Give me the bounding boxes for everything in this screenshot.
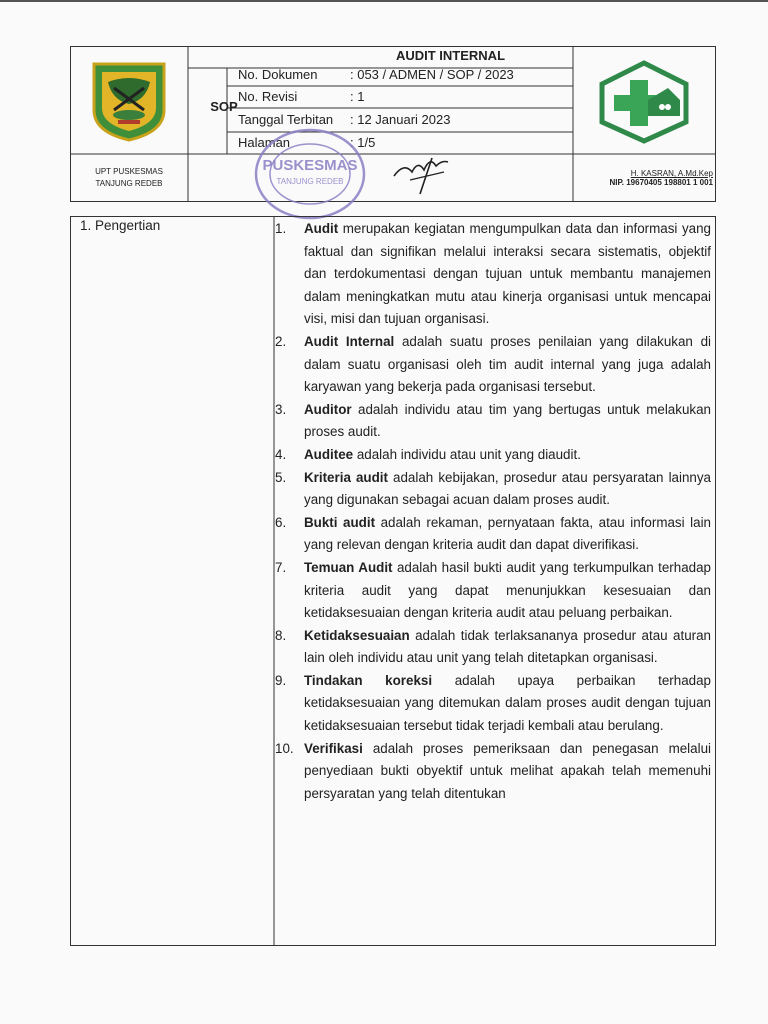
- stamp-text-sub: TANJUNG REDEB: [276, 177, 344, 186]
- field-value-tanggal: : 12 Januari 2023: [350, 112, 451, 127]
- definition-text: adalah suatu proses penilaian yang dilakukan di dalam suatu organisasi oleh tim audit internal yang juga adalah karyawan yang bekerja pada organisasi tersebut.: [304, 333, 711, 395]
- official-stamp-icon: [250, 126, 370, 222]
- definitions-list: [275, 218, 711, 805]
- definition-term: Auditee: [304, 446, 354, 462]
- definition-text: merupakan kegiatan mengumpulkan data dan informasi yang faktual dan signifikan melalui interaksi secara sistematis, objektif dan terdokumentasi dengan tujuan untuk membantu manajemen dalam meningkatkan mutu atau kinerja organisasi untuk mencapai visi, misi dan tujuan organisasi.: [304, 221, 711, 327]
- definition-item: [275, 444, 711, 467]
- definition-number: 2.: [275, 333, 287, 349]
- definition-text: adalah tidak terlaksananya prosedur atau aturan lain oleh individu atau unit yang telah ditetapkan organisasi.: [304, 627, 711, 666]
- definition-text: adalah proses pemeriksaan dan penegasan melalui penyediaan bukti obyektif untuk melihat apakah telah memenuhi persyaratan yang telah ditentukan: [304, 740, 711, 801]
- sop-header-table: [70, 46, 716, 202]
- definition-number: 1.: [275, 221, 287, 236]
- regency-emblem-icon: [90, 60, 168, 142]
- signer-block: [575, 169, 713, 187]
- definition-item: [275, 738, 711, 806]
- definition-term: Auditor: [304, 401, 352, 417]
- definition-number: 5.: [275, 469, 287, 485]
- document-title: AUDIT INTERNAL: [395, 48, 506, 63]
- definition-item: [275, 399, 711, 444]
- definition-item: [275, 625, 711, 670]
- definition-term: Temuan Audit: [304, 559, 393, 575]
- top-edge-line: [0, 0, 768, 2]
- field-label-tanggal: Tanggal Terbitan: [238, 112, 334, 127]
- section-table: [70, 216, 716, 946]
- field-label-halaman: Halaman: [238, 135, 291, 150]
- definition-number: 6.: [275, 514, 287, 530]
- unit-name-line1: UPT PUSKESMAS: [95, 167, 163, 176]
- definition-term: Verifikasi: [304, 740, 363, 756]
- definition-text: adalah individu atau tim yang bertugas untuk melakukan proses audit.: [304, 401, 711, 440]
- definition-term: Audit Internal: [304, 333, 395, 349]
- signer-nip: NIP. 19670405 198801 1 001: [609, 178, 713, 187]
- definition-term: Tindakan koreksi: [304, 672, 433, 688]
- puskesmas-logo-icon: [598, 60, 690, 144]
- definition-item: [275, 467, 711, 512]
- stamp-text-main: PUSKESMAS: [262, 157, 358, 174]
- definition-number: 4.: [275, 446, 287, 462]
- field-label-no-revisi: No. Revisi: [238, 89, 298, 104]
- definition-text: adalah kebijakan, prosedur atau persyaratan lainnya yang digunakan sebagai acuan dalam proses audit.: [304, 469, 711, 508]
- section-label: 1. Pengertian: [80, 218, 161, 233]
- definition-item: [275, 512, 711, 557]
- definition-item: [275, 218, 711, 331]
- field-value-no-dokumen: : 053 / ADMEN / SOP / 2023: [350, 67, 514, 82]
- definition-item: [275, 557, 711, 625]
- definition-number: 9.: [275, 672, 287, 688]
- definition-item: [275, 670, 711, 738]
- field-value-no-revisi: : 1: [350, 89, 365, 104]
- definition-term: Kriteria audit: [304, 469, 388, 485]
- definition-number: 3.: [275, 401, 287, 417]
- sop-label: SOP: [210, 99, 238, 114]
- unit-name-line2: TANJUNG REDEB: [95, 179, 163, 188]
- signature-icon: [390, 152, 450, 196]
- definition-text: adalah upaya perbaikan terhadap ketidaksesuaian yang ditemukan dalam proses audit dengan tujuan ketidaksesuaian tersebut tidak terjadi kembali atau berulang.: [304, 672, 711, 734]
- field-value-halaman: : 1/5: [350, 135, 376, 150]
- definition-term: Bukti audit: [304, 514, 376, 530]
- definition-number: 7.: [275, 559, 287, 575]
- definition-number: 10.: [275, 740, 294, 756]
- unit-name: [72, 166, 186, 190]
- definition-term: Ketidaksesuaian: [304, 627, 410, 643]
- definition-text: adalah rekaman, pernyataan fakta, atau informasi lain yang relevan dengan kriteria audit dan dapat diverifikasi.: [304, 514, 711, 553]
- definition-text: adalah individu atau unit yang diaudit.: [353, 446, 581, 462]
- definition-text: adalah hasil bukti audit yang terkumpulkan terhadap kriteria audit yang dapat menunjukkan kesesuaian dan ketidaksesuaian dengan kriteria audit atau peluang perbaikan.: [304, 559, 712, 621]
- definition-term: Audit: [304, 221, 339, 236]
- signer-name: H. KASRAN, A.Md.Kep: [630, 169, 713, 178]
- field-label-no-dokumen: No. Dokumen: [238, 67, 318, 82]
- definition-item: [275, 331, 711, 399]
- definition-number: 8.: [275, 627, 287, 643]
